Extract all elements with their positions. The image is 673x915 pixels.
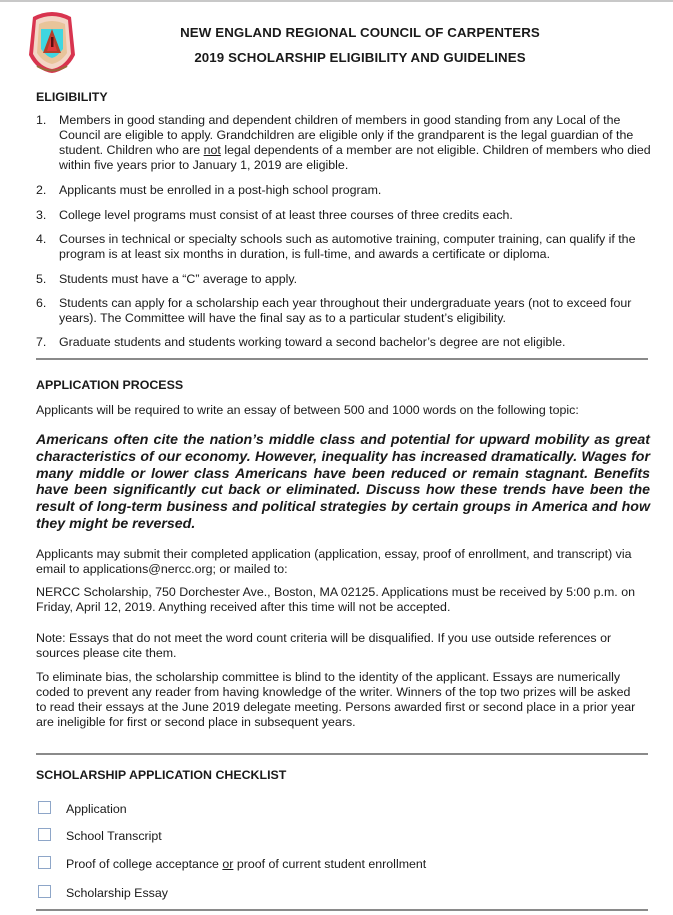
checkbox-scholarship-essay[interactable] [38,885,51,898]
item-text: Students can apply for a scholarship each year throughout their undergraduate years (not to exceed four years). The Committee will have the final say as to a particular student’s eligibility. [59,296,632,325]
submission-instructions: Applicants may submit their completed application (application, essay, proof of enrollment, and transcript) via email to applications@nercc.org; or mailed to: [36,547,632,576]
section-divider [36,753,648,755]
underlined-or: or [222,857,234,871]
checklist-heading: SCHOLARSHIP APPLICATION CHECKLIST [36,768,287,782]
word-count-note: Note: Essays that do not meet the word count criteria will be disqualified. If you use outside references or sources please cite them. [36,631,612,660]
section-divider [36,909,648,911]
item-number: 5. [36,272,47,286]
label-part: proof of current student enrollment [233,857,427,871]
mailing-address-deadline: NERCC Scholarship, 750 Dorchester Ave., Boston, MA 02125. Applications must be received by 5:00 p.m. on Friday, April 12, 2019. Anything received after this time will not be accepted. [36,585,635,614]
checkbox-proof-of-enrollment[interactable] [38,856,51,869]
item-number: 3. [36,208,47,222]
essay-intro: Applicants will be required to write an essay of between 500 and 1000 words on the following topic: [36,403,579,417]
checklist-label [66,857,426,871]
bias-policy: To eliminate bias, the scholarship committee is blind to the identity of the applicant. Essays are numerically coded to prevent any reader from having knowledge of the writer. Winners of the top two prizes will be asked to read their essays at the June 2019 delegate meeting. Persons awarded first or second place in a prior year are ineligible for first or second place in subsequent years. [36,670,636,729]
item-text-part: legal dependents of a member are not eligible. Children of members who died within five years prior to January 1, 2019 are eligible. [59,143,651,172]
item-text [59,113,659,173]
checklist-label: Application [66,802,127,816]
item-text-part: Members in good standing and dependent children of members in good standing from any Local of the Council are eligible to apply. Grandchildren are eligible only if the grandparent is the legal guardian of the student. Children who are [59,113,634,157]
document-subtitle: 2019 SCHOLARSHIP ELIGIBILITY AND GUIDELINES [194,50,526,65]
checklist-label: Scholarship Essay [66,886,168,900]
item-number: 6. [36,296,47,310]
essay-topic: Americans often cite the nation’s middle class and potential for upward mobility as great characteristics of our economy. However, inequality has increased dramatically. Wages for many middle or lower class Americans have been reduced or remain stagnant. Benefits have been significantly cut back or eliminated. Discuss how these trends have been the result of long-term business and political strategies by certain groups in America and how they might be reversed. [36,432,650,532]
checkbox-application[interactable] [38,801,51,814]
document-title: NEW ENGLAND REGIONAL COUNCIL OF CARPENTERS [180,25,540,40]
item-text: Students must have a “C” average to apply. [59,272,298,286]
checklist-label: School Transcript [66,829,162,843]
eligibility-heading: ELIGIBILITY [36,90,108,104]
item-text: College level programs must consist of at least three courses of three credits each. [59,208,513,222]
checkbox-school-transcript[interactable] [38,828,51,841]
item-number: 4. [36,232,47,246]
underlined-not: not [203,143,221,157]
top-border [0,0,673,2]
item-text: Graduate students and students working toward a second bachelor’s degree are not eligible. [59,335,566,349]
item-text: Courses in technical or specialty schools such as automotive training, computer training, can qualify if the program is at least six months in duration, is full-time, and awards a certificate or diploma. [59,232,636,261]
label-part: Proof of college acceptance [66,857,223,871]
item-number: 1. [36,113,47,127]
section-divider [36,358,648,360]
item-text: Applicants must be enrolled in a post-high school program. [59,183,382,197]
item-number: 7. [36,335,47,349]
carpenters-union-logo-icon [27,9,77,75]
item-number: 2. [36,183,47,197]
application-process-heading: APPLICATION PROCESS [36,378,184,392]
